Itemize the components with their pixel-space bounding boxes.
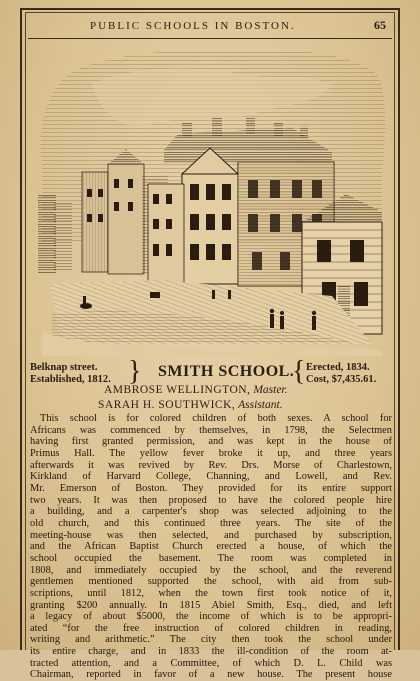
body-line: its entire charge, and in 1833 the ill-condition of the room at- xyxy=(30,646,392,658)
page-number: 65 xyxy=(374,18,386,32)
engraving-street-scene-icon xyxy=(32,44,390,356)
caption-erected: Erected, 1834. xyxy=(306,362,370,373)
body-line: a legacy of about $5000, the income of which is to be appropri- xyxy=(30,611,392,623)
body-line: This school is for colored children of both sexes. A school for xyxy=(40,413,392,424)
body-line: meeting-house was then selected, and purchased by subscription, xyxy=(30,529,392,541)
caption-street: Belknap street. xyxy=(30,362,98,373)
left-brace-icon: { xyxy=(292,356,306,387)
body-line: Kirkland of Harvard College, Channing, and Lowell, and Rev. xyxy=(30,471,392,483)
body-line: a building, and a carpenter's shop was selected adjoining to the xyxy=(30,506,392,518)
caption-established: Established, 1812. xyxy=(30,374,111,385)
body-line: writing and arithmetic.” The city then took the school under xyxy=(30,634,392,646)
assistant-role: Assistant. xyxy=(238,399,283,411)
body-line: tracted attention, and a Committee, of which D. L. Child was xyxy=(30,657,392,669)
body-line: scriptions, until 1812, when the town first took notice of it, xyxy=(30,587,392,599)
body-line: Africans was commenced by themselves, in 1798, the Selectmen xyxy=(30,424,392,436)
school-title: SMITH SCHOOL. xyxy=(158,363,295,380)
body-line: afterwards it was revived by Rev. Drs. Morse of Charlestown, xyxy=(30,459,392,471)
body-line: Mr. Emerson of Boston. They provided for its entire support xyxy=(30,482,392,494)
body-line: Primus Hall. The yellow fever broke it up, and three years xyxy=(30,447,392,459)
body-line: having first granted permission, and was kept in the house of xyxy=(30,436,392,448)
body-line: Chairman, reported in favor of a new house. The present house xyxy=(30,669,392,681)
right-brace-icon: } xyxy=(128,356,142,387)
master-name: AMBROSE WELLINGTON, xyxy=(104,384,251,396)
body-line: granting $200 annually. In 1815 Abiel Smith, Esq., died, and left xyxy=(30,599,392,611)
body-line: two years. It was then proposed to have the colored people hire xyxy=(30,494,392,506)
assistant-name: SARAH H. SOUTHWICK, xyxy=(98,399,236,411)
body-paragraph xyxy=(30,413,392,681)
body-line: and the African Baptist Church erected a house, of which the xyxy=(30,541,392,553)
body-line: 1808, and immediately occupied by the school, and the reverend xyxy=(30,564,392,576)
caption-location xyxy=(30,362,111,386)
header-rule xyxy=(28,38,392,39)
body-line: ated “for the free instruction of colored children in reading, xyxy=(30,622,392,634)
caption-cost: Cost, $7,435.61. xyxy=(306,374,377,385)
body-line: school occupied the basement. The room was completed in xyxy=(30,552,392,564)
running-head xyxy=(30,17,390,37)
body-line: old church, and this continued three years. The site of the xyxy=(30,517,392,529)
body-line: gentlemen mentioned supported the school, with aid from sub- xyxy=(30,576,392,588)
caption-building-facts xyxy=(306,362,376,386)
assistant-line xyxy=(98,399,283,411)
running-head-title: PUBLIC SCHOOLS IN BOSTON. xyxy=(90,20,296,32)
master-line xyxy=(104,384,288,396)
master-role: Master. xyxy=(253,384,288,396)
